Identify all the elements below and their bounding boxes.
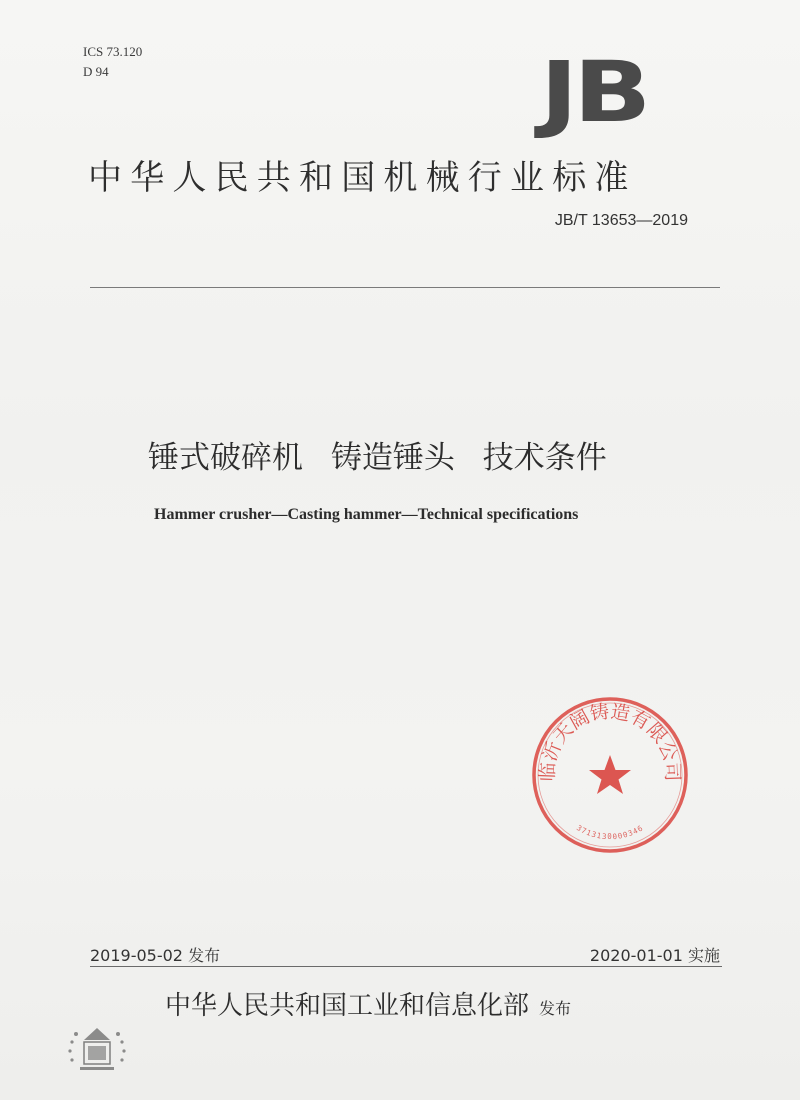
issue-date: 2019-05-02 发布 <box>90 946 221 965</box>
ccs-code: D 94 <box>83 64 109 79</box>
star-icon <box>589 755 631 794</box>
ministry-emblem-icon <box>62 1020 132 1078</box>
seal-code: 3713130000346 <box>575 823 645 842</box>
issuer-suffix: 发布 <box>539 999 572 1018</box>
title-part-3: 技术条件 <box>482 440 607 476</box>
footer-divider <box>90 966 722 967</box>
implementation-date: 2020-01-01 实施 <box>589 946 720 965</box>
title-part-2: 铸造锤头 <box>330 440 455 476</box>
ics-code: ICS 73.120 <box>83 44 143 59</box>
document-title-en: Hammer crusher—Casting hammer—Technical specifications <box>154 506 579 523</box>
issuing-authority <box>165 985 571 1022</box>
seal-company-name: 临沂天阔铸造有限公司 <box>536 700 684 782</box>
company-seal <box>528 693 692 857</box>
header-divider <box>90 287 720 288</box>
standard-type-heading: 中华人民共和国机械行业标准 <box>88 158 637 198</box>
document-title-cn <box>148 432 607 477</box>
title-part-1: 锤式破碎机 <box>148 440 303 476</box>
jb-logo: JB <box>540 43 647 141</box>
standard-number: JB/T 13653—2019 <box>554 212 688 229</box>
classification-codes <box>83 42 142 82</box>
issuer-name: 中华人民共和国工业和信息化部 <box>165 991 530 1021</box>
